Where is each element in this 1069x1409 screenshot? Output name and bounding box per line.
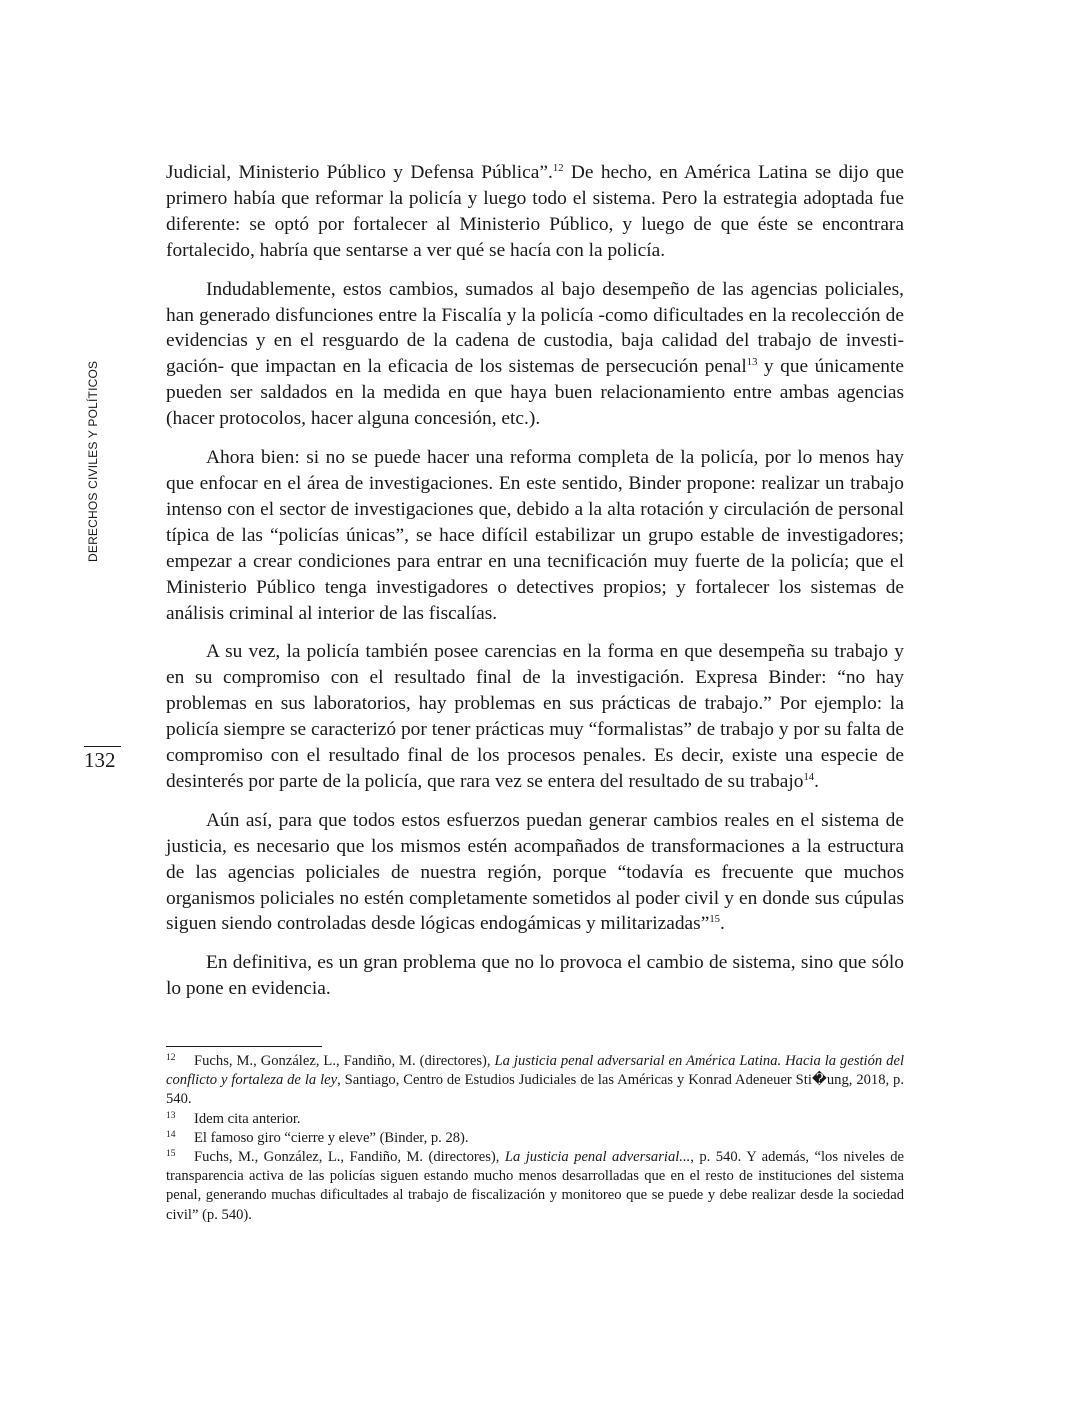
footnote-ref-15[interactable]: 15 [709,913,720,926]
footnote-13: 13 Idem cita anterior. [166,1110,301,1127]
footnote-separator [166,1046,322,1047]
paragraph-2: Indudablemente, estos cambios, sumados al bajo desempeño de las agencias policiales, han generado disfunciones entre la Fiscalía y la policía -como dificultades en la recolección de evidencias y en el resguardo de la cadena de custodia, baja calidad del trabajo de investigación- que impactan en la eficacia de los sistemas de persecución penal$^{13}$ y que únicamente pueden ser saldados en la medida en que haya buen relacionamiento entre ambas agencias (hacer protocolos, hacer alguna concesión, etc.). [166,278,904,430]
body-text [166,160,904,1015]
paragraph-5: Aún así, para que todos estos esfuerzos puedan generar cambios reales en el sistema de justicia, es necesario que los mismos estén acompañados de transformaciones a la estructura de las agencias policiales de nuestra región, porque “todavía es frecuente que muchos organismos policiales no estén completamente sometidos al poder civil y en donde sus cúpulas siguen siendo controladas desde lógicas endogámicas y militarizadas”$^{15}$. [166,809,904,935]
footnote-ref-14[interactable]: 14 [803,771,815,784]
footnote-ref-12[interactable]: 12 [552,162,564,175]
footnote-15: 15 Fuchs, M., González, L., Fandiño, M. (directores), La justicia penal adversarial..., p. 540. Y además, “los niveles de transparencia activa de las policías siguen estando mucho menos desarrolladas que en el resto de instituciones del sistema penal, generando muchas dificultades al trabajo de fiscalización y monitoreo que se puede y debe realizar desde la sociedad civil” (p. 540). [166,1149,904,1223]
paragraph-3: Ahora bien: si no se puede hacer una reforma completa de la policía, por lo menos hay que enfocar en el área de investigaciones. En este sentido, Binder propone: realizar un trabajo intenso con el sector de investigaciones que, debido a la alta rotación y circulación de personal típica de las “policías únicas”, se hace difícil estabilizar un grupo estable de investigadores; empezar a crear condiciones para entrar en una tecnificación muy fuerte de la policía; que el Ministerio Público tenga investigadores o detectives propios; y fortalecer los sistemas de análisis criminal al interior de las fiscalías. [166,447,904,624]
page-number: 132 [84,748,116,772]
footnote-ref-13[interactable]: 13 [746,356,758,369]
footnotes [166,1052,904,1225]
page-number-rule [84,746,121,747]
paragraph-1: Judicial, Ministerio Público y Defensa Pública”.$^{12}$ De hecho, en América Latina se dijo que primero había que reformar la policía y luego todo el sistema. Pero la estrategia adoptada fue diferente: se optó por fortalecer al Ministerio Público, y luego de que éste se encontrara fortalecido, habría que sentarse a ver qué se hacía con la policía. [166,162,904,261]
paragraph-4: A su vez, la policía también posee carencias en la forma en que desempeña su trabajo y en su compromiso con el resultado final de la investigación. Expresa Binder: “no hay problemas en sus laboratorios, hay problemas en sus prácticas de trabajo.” Por ejemplo: la policía siempre se caracterizó por tener prácticas muy “formalistas” de trabajo y por su falta de compromiso con el resultado final de los procesos penales. Es decir, existe una especie de desinterés por parte de la policía, que rara vez se entera del resultado de su trabajo$^{14}$. [166,641,904,792]
footnote-14: 14 El famoso giro “cierre y eleve” (Binder, p. 28). [166,1129,469,1146]
running-section-title: DERECHOS CIVILES Y POLÍTICOS [86,360,100,562]
paragraph-6: En definitiva, es un gran problema que no lo provoca el cambio de sistema, sino que sólo lo pone en evidencia. [166,952,904,1000]
footnote-12: 12 Fuchs, M., González, L., Fandiño, M. (directores), La justicia penal adversarial en América Latina. Hacia la gestión del conflicto y fortaleza de la ley, Santiago, Centro de Estudios Judiciales de las Américas y Konrad Adeneuer Sti�ung, 2018, p. 540. [166,1053,905,1108]
